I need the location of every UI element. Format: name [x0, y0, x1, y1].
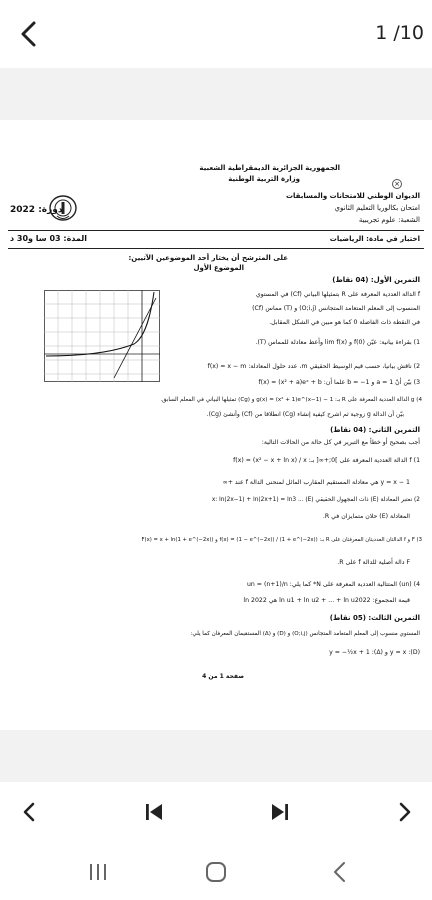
top-bar: [0, 0, 432, 68]
exercise-three-line-2: (D): y = x و (Δ): y = −½x + 1: [329, 649, 420, 656]
exercise-two-intro: أجب بصحيح أو خطأ مع التبرير في كل حالة من الحالات التالية:: [261, 439, 420, 446]
back-arrow-icon[interactable]: [14, 18, 46, 50]
exercise-three-line-1: المستوي منسوب إلى المعلم المتعامد المتجانس (O;i,j) و (D) و (Δ) المستقيمان المعرفان كما يلي:: [190, 631, 420, 637]
exercise-three-title: التمرين الثالث: (05 نقاط): [329, 614, 420, 622]
prev-page-button[interactable]: [12, 794, 48, 830]
exercise-two-q3: 3) F و f الدالتان العدديتان المعرفتان على R بـ: f(x) = (1 − e^(−2x)) / (1 + e^(−2x)) و F(x) = x + ln(1 + e^(−2x)): [141, 537, 422, 543]
system-back-icon[interactable]: [324, 856, 356, 888]
first-page-button[interactable]: [136, 794, 172, 830]
subject-rule: [8, 248, 424, 249]
last-page-button[interactable]: [262, 794, 298, 830]
subject-label: اختبار في مادة: الرياضيات: [329, 235, 420, 243]
page-footer: صفحة 1 من 4: [202, 673, 244, 680]
duration-label: المدة: 03 سا و30 د: [10, 234, 88, 243]
exercise-two-q2b: المعادلة (E) حلان متمايزان في R.: [322, 513, 410, 520]
exercise-two-q2: 2) نعتبر المعادلة (E) ذات المجهول الحقيقي x: ln(2x−1) + ln(2x+1) = ln3 ... (E): [211, 497, 420, 503]
instruction-text: على المترشح أن يختار أحد الموضوعين الآتيين:: [128, 254, 288, 262]
exercise-two-title: التمرين الثاني: (04 نقاط): [330, 426, 420, 434]
system-navigation-bar: [0, 844, 432, 900]
exam-title: امتحان بكالوريا التعليم الثانوي: [334, 204, 420, 212]
exercise-one-q2: 2) ناقش بيانيا، حسب قيم الوسيط الحقيقي m، عدد حلول المعادلة: f(x) = x − m: [207, 363, 420, 370]
exercise-one-title: التمرين الأول: (04 نقاط): [332, 276, 420, 284]
recent-apps-icon[interactable]: [82, 856, 114, 888]
exercise-one-q4: 4) g الدالة العددية المعرفة على R بـ: g(x) = (x² + 1)e^(x−1) − 1 و (Cg) تمثيلها البياني في المعلم السابق.: [160, 397, 422, 403]
function-graph: [44, 290, 160, 382]
top-spacer: [0, 68, 432, 120]
republic-title: الجمهورية الجزائرية الديمقراطية الشعبية: [199, 164, 340, 172]
bottom-spacer: [0, 730, 432, 782]
page-navigation-bar: [0, 782, 432, 844]
header-rule: [8, 230, 424, 231]
exercise-two-q1: 1) f الدالة العددية المعرفة على ]0;+∞[ بـ: f(x) = (x² − x + ln x) / x: [233, 457, 420, 464]
next-page-button[interactable]: [386, 794, 422, 830]
page-indicator: 1 /10: [375, 22, 424, 44]
exercise-one-line-3: في النقطة ذات الفاصلة 0 كما هو مبين في الشكل المقابل.: [269, 319, 420, 326]
home-icon[interactable]: [200, 856, 232, 888]
topic-one-title: الموضوع الأول: [193, 264, 244, 272]
exercise-one-line-1: f الدالة العددية المعرفة على R بتمثيلها البياني (Cf) في المستوي: [255, 291, 420, 298]
exercise-two-q1b: y = x − 1 هي معادلة المستقيم المقارب المائل لمنحنى الدالة f عند +∞: [222, 479, 410, 486]
session-label: دورة: 2022: [10, 205, 63, 215]
exercise-one-q1: 1) بقراءة بيانية: عيّن f(0) و lim f(x) وأعط معادلة للمماس (T).: [255, 339, 420, 346]
exercise-two-q3b: F دالة أصلية للدالة f على R.: [337, 559, 410, 566]
exercise-one-line-2: المنسوب إلى المعلم المتعامد المتجانس (O;i,j) و (T) مماس (Cf): [252, 305, 420, 312]
close-circle-icon: ×: [392, 179, 402, 189]
exercise-two-q4: 4) (un) المتتالية العددية المعرفة على N* كما يلي: un = (n+1)/n: [247, 581, 420, 588]
ministry-title: وزارة التربية الوطنية: [228, 175, 300, 183]
pdf-page: [8, 144, 424, 712]
pdf-viewer[interactable]: [0, 120, 432, 730]
office-title: الديوان الوطني للامتحانات والمسابقات: [286, 192, 420, 200]
exercise-one-q3: 3) بيّن أنّ a = 1 و b = −1 علما أن: f(x) = (x² + a)eˣ + b: [258, 379, 420, 386]
exercise-one-q4b: بيّن أن الدالة g زوجية ثم اشرح كيفية إنشاء (Cg) انطلاقا من (Cf) وأنشئ (Cg).: [206, 411, 404, 418]
exercise-two-q4b: قيمة المجموع: ln u1 + ln u2 + ... + ln u2022 هي ln 2022: [243, 597, 410, 604]
branch-label: الشعبة: علوم تجريبية: [358, 216, 420, 224]
